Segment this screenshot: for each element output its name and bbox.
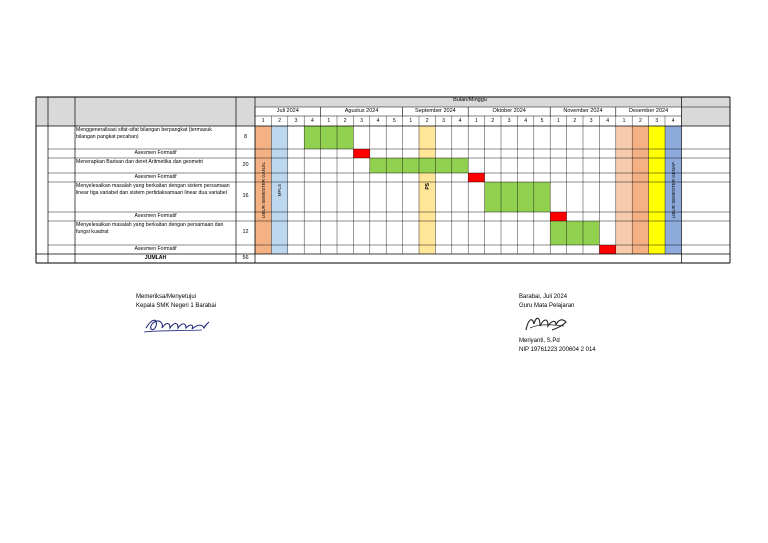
month-label: Desember 2024 bbox=[629, 108, 669, 114]
teacher-nip: NIP 19761223 200604 2 014 bbox=[519, 346, 596, 353]
teacher-title: Guru Mata Pelajaran bbox=[519, 302, 575, 309]
special-column-label: LIBUR SEMESTER GENAP bbox=[670, 162, 676, 219]
week-number: 1 bbox=[409, 117, 413, 124]
materi-text: Menyelesaikan masalah yang berkaitan dengan persamaan dan fungsi kuadrat bbox=[76, 222, 224, 235]
activity-cell bbox=[304, 126, 320, 149]
week-number: 4 bbox=[671, 117, 675, 124]
week-number: 1 bbox=[261, 117, 265, 124]
week-number: 3 bbox=[294, 117, 298, 124]
activity-cell bbox=[386, 158, 402, 173]
teacher-name: Meriyanti, S.Pd bbox=[519, 338, 560, 344]
header-right-shade bbox=[681, 97, 730, 126]
special-column-label: LIBUR SEMESTER GANJIL bbox=[260, 162, 266, 219]
special-column-4 bbox=[632, 126, 648, 254]
activity-cell bbox=[583, 221, 599, 245]
special-column-3 bbox=[616, 126, 632, 254]
teacher-identity bbox=[519, 337, 596, 354]
activity-cell bbox=[517, 182, 533, 212]
month-label: September 2024 bbox=[415, 108, 456, 114]
week-number: 3 bbox=[589, 117, 593, 124]
asesmen-label: Asesmen Formatif bbox=[134, 213, 177, 219]
week-number: 3 bbox=[507, 117, 511, 124]
place-date: Barabai, Juli 2024 bbox=[519, 294, 568, 300]
principal-signature bbox=[142, 314, 212, 336]
activity-cell bbox=[435, 158, 451, 173]
jp-value: 12 bbox=[242, 229, 249, 235]
activity-cell bbox=[452, 158, 468, 173]
week-number: 4 bbox=[606, 117, 609, 124]
week-number: 5 bbox=[540, 117, 544, 124]
week-number: 2 bbox=[491, 117, 495, 124]
activity-cell bbox=[403, 158, 419, 173]
assessment-cell bbox=[550, 212, 566, 221]
week-number: 3 bbox=[655, 117, 659, 124]
week-number: 2 bbox=[425, 117, 429, 124]
activity-cell bbox=[419, 158, 435, 173]
asesmen-label: Asesmen Formatif bbox=[134, 174, 177, 180]
month-label: Agustus 2024 bbox=[344, 108, 379, 114]
week-number: 5 bbox=[392, 117, 396, 124]
materi-text: Menggeneralisasi sifat-sifat bilangan berpangkat (termasuk bilangan pangkat pecahan) bbox=[76, 127, 212, 140]
approval-label: Memeriksa/Menyetujui bbox=[136, 294, 197, 300]
assessment-cell bbox=[599, 245, 615, 254]
special-column-2 bbox=[419, 126, 435, 254]
assessment-cell bbox=[353, 149, 369, 158]
asesmen-label: Asesmen Formatif bbox=[134, 246, 177, 252]
jp-value: 20 bbox=[242, 161, 249, 168]
month-label: November 2024 bbox=[563, 108, 603, 114]
jp-value: 16 bbox=[242, 193, 249, 199]
jp-value: 8 bbox=[243, 133, 248, 140]
week-number: 2 bbox=[278, 117, 281, 124]
activity-cell bbox=[321, 126, 337, 149]
total-label: JUMLAH bbox=[144, 255, 167, 261]
activity-cell bbox=[337, 126, 353, 149]
week-number: 3 bbox=[442, 117, 445, 124]
special-column-5 bbox=[649, 126, 665, 254]
week-number: 1 bbox=[556, 117, 560, 124]
special-column-label: PS bbox=[424, 183, 431, 190]
activity-cell bbox=[501, 182, 517, 212]
materi-text: Menyelesaikan masalah yang berkaitan dengan sistem persamaan linear tiga variabel dan sistem pertidaksamaan linear dua variabel bbox=[76, 183, 230, 196]
right-signature-block bbox=[519, 293, 574, 310]
month-label: Juli 2024 bbox=[276, 108, 299, 114]
principal-title: Kepala SMK Negeri 1 Barabai bbox=[136, 302, 217, 309]
activity-cell bbox=[485, 182, 501, 212]
week-number: 1 bbox=[327, 117, 331, 124]
materi-text: Menerapkan Barisan dan deret Aritmetika dan geometri bbox=[76, 159, 204, 165]
week-number: 2 bbox=[573, 117, 577, 124]
left-signature-block bbox=[136, 293, 216, 310]
total-value: 56 bbox=[242, 255, 249, 261]
week-number: 2 bbox=[638, 117, 642, 124]
assessment-cell bbox=[468, 173, 484, 182]
week-number: 4 bbox=[376, 117, 380, 124]
special-column-label: MPLS bbox=[277, 184, 283, 197]
activity-cell bbox=[550, 221, 566, 245]
week-number: 1 bbox=[622, 117, 626, 124]
activity-cell bbox=[534, 182, 550, 212]
month-label: Oktober 2024 bbox=[492, 108, 526, 114]
week-number: 3 bbox=[360, 117, 363, 124]
activity-cell bbox=[567, 221, 583, 245]
week-number: 1 bbox=[474, 117, 478, 124]
activity-cell bbox=[370, 158, 386, 173]
asesmen-label: Asesmen Formatif bbox=[134, 150, 177, 156]
week-number: 2 bbox=[343, 117, 347, 124]
week-number: 4 bbox=[310, 117, 314, 124]
week-number: 4 bbox=[458, 117, 462, 124]
teacher-signature bbox=[522, 312, 572, 334]
week-number: 4 bbox=[524, 117, 527, 124]
bulan-minggu-header: Bulan/Minggu bbox=[453, 97, 487, 103]
